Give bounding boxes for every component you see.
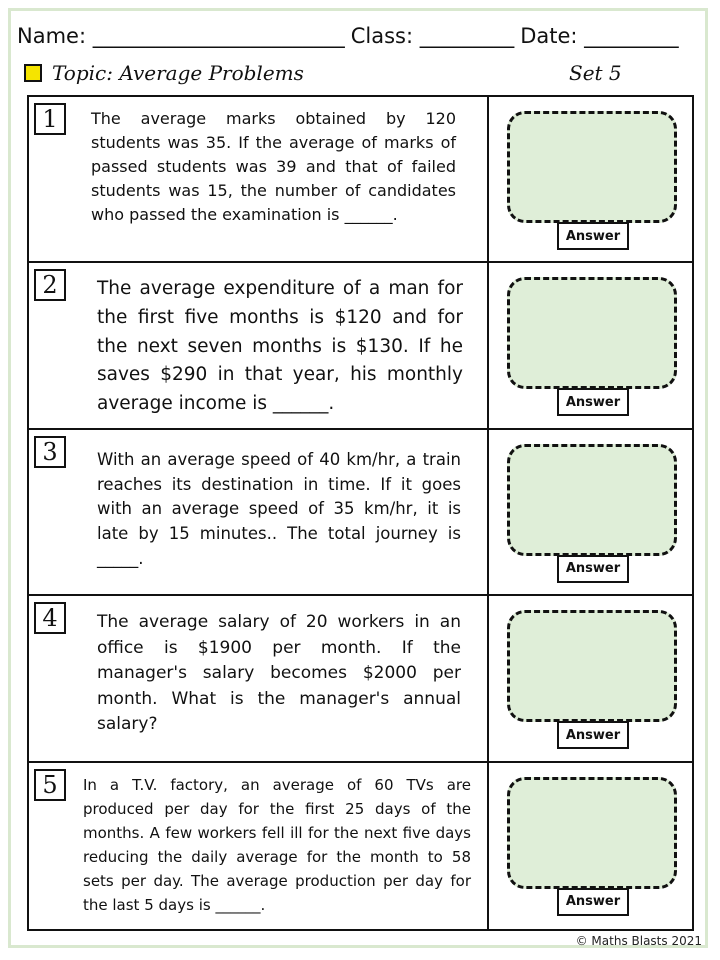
yellow-square-icon bbox=[24, 64, 42, 82]
topic-row bbox=[24, 58, 664, 88]
copyright-footer: © Maths Blasts 2021 bbox=[575, 934, 702, 948]
answer-cell-1 bbox=[489, 97, 692, 263]
answer-cell-5 bbox=[489, 763, 692, 929]
answer-box-2[interactable] bbox=[507, 277, 677, 389]
question-number-5: 5 bbox=[34, 769, 66, 801]
answer-box-3[interactable] bbox=[507, 444, 677, 556]
question-cell-3 bbox=[29, 430, 489, 596]
answer-cell-2 bbox=[489, 263, 692, 429]
class-field-label: Class: _________ bbox=[350, 24, 515, 48]
question-number-3: 3 bbox=[34, 436, 66, 468]
question-text-1: The average marks obtained by 120 students was 35. If the average of marks of passed students was 39 and that of failed students was 15, the number of candidates who passed the examination is ______. bbox=[91, 109, 456, 224]
answer-label-3: Answer bbox=[557, 555, 629, 583]
answer-label-5: Answer bbox=[557, 888, 629, 916]
answer-cell-3 bbox=[489, 430, 692, 596]
set-label: Set 5 bbox=[569, 61, 622, 85]
question-number-2: 2 bbox=[34, 269, 66, 301]
name-field-label: Name: ________________________ bbox=[17, 24, 345, 48]
question-text-2: The average expenditure of a man for the first five months is $120 and for the next seven months is $130. If he saves $290 in that year, his monthly average income is ______. bbox=[97, 278, 463, 415]
answer-label-2: Answer bbox=[557, 388, 629, 416]
questions-table bbox=[27, 95, 694, 931]
question-number-1: 1 bbox=[34, 103, 66, 135]
question-cell-2 bbox=[29, 263, 489, 429]
worksheet-header bbox=[17, 24, 702, 48]
question-text-5: In a T.V. factory, an average of 60 TVs are produced per day for the first 25 days of the months. A few workers fell ill for the next five days reducing the daily average for the month to 58 sets per day. The average production per day for the last 5 days is ______. bbox=[83, 775, 471, 914]
topic-title: Topic: Average Problems bbox=[52, 61, 304, 85]
answer-label-4: Answer bbox=[557, 721, 629, 749]
answer-label-1: Answer bbox=[557, 222, 629, 250]
answer-box-4[interactable] bbox=[507, 610, 677, 722]
question-cell-5 bbox=[29, 763, 489, 929]
answer-box-5[interactable] bbox=[507, 777, 677, 889]
date-field-label: Date: _________ bbox=[520, 24, 679, 48]
answer-box-1[interactable] bbox=[507, 111, 677, 223]
question-text-4: The average salary of 20 workers in an office is $1900 per month. If the manager's salary becomes $2000 per month. What is the manager's annual salary? bbox=[97, 612, 461, 735]
answer-cell-4 bbox=[489, 596, 692, 762]
question-cell-1 bbox=[29, 97, 489, 263]
question-cell-4 bbox=[29, 596, 489, 762]
question-number-4: 4 bbox=[34, 602, 66, 634]
question-text-3: With an average speed of 40 km/hr, a train reaches its destination in time. If it goes with an average speed of 35 km/hr, it is late by 15 minutes.. The total journey is _____. bbox=[97, 449, 461, 568]
